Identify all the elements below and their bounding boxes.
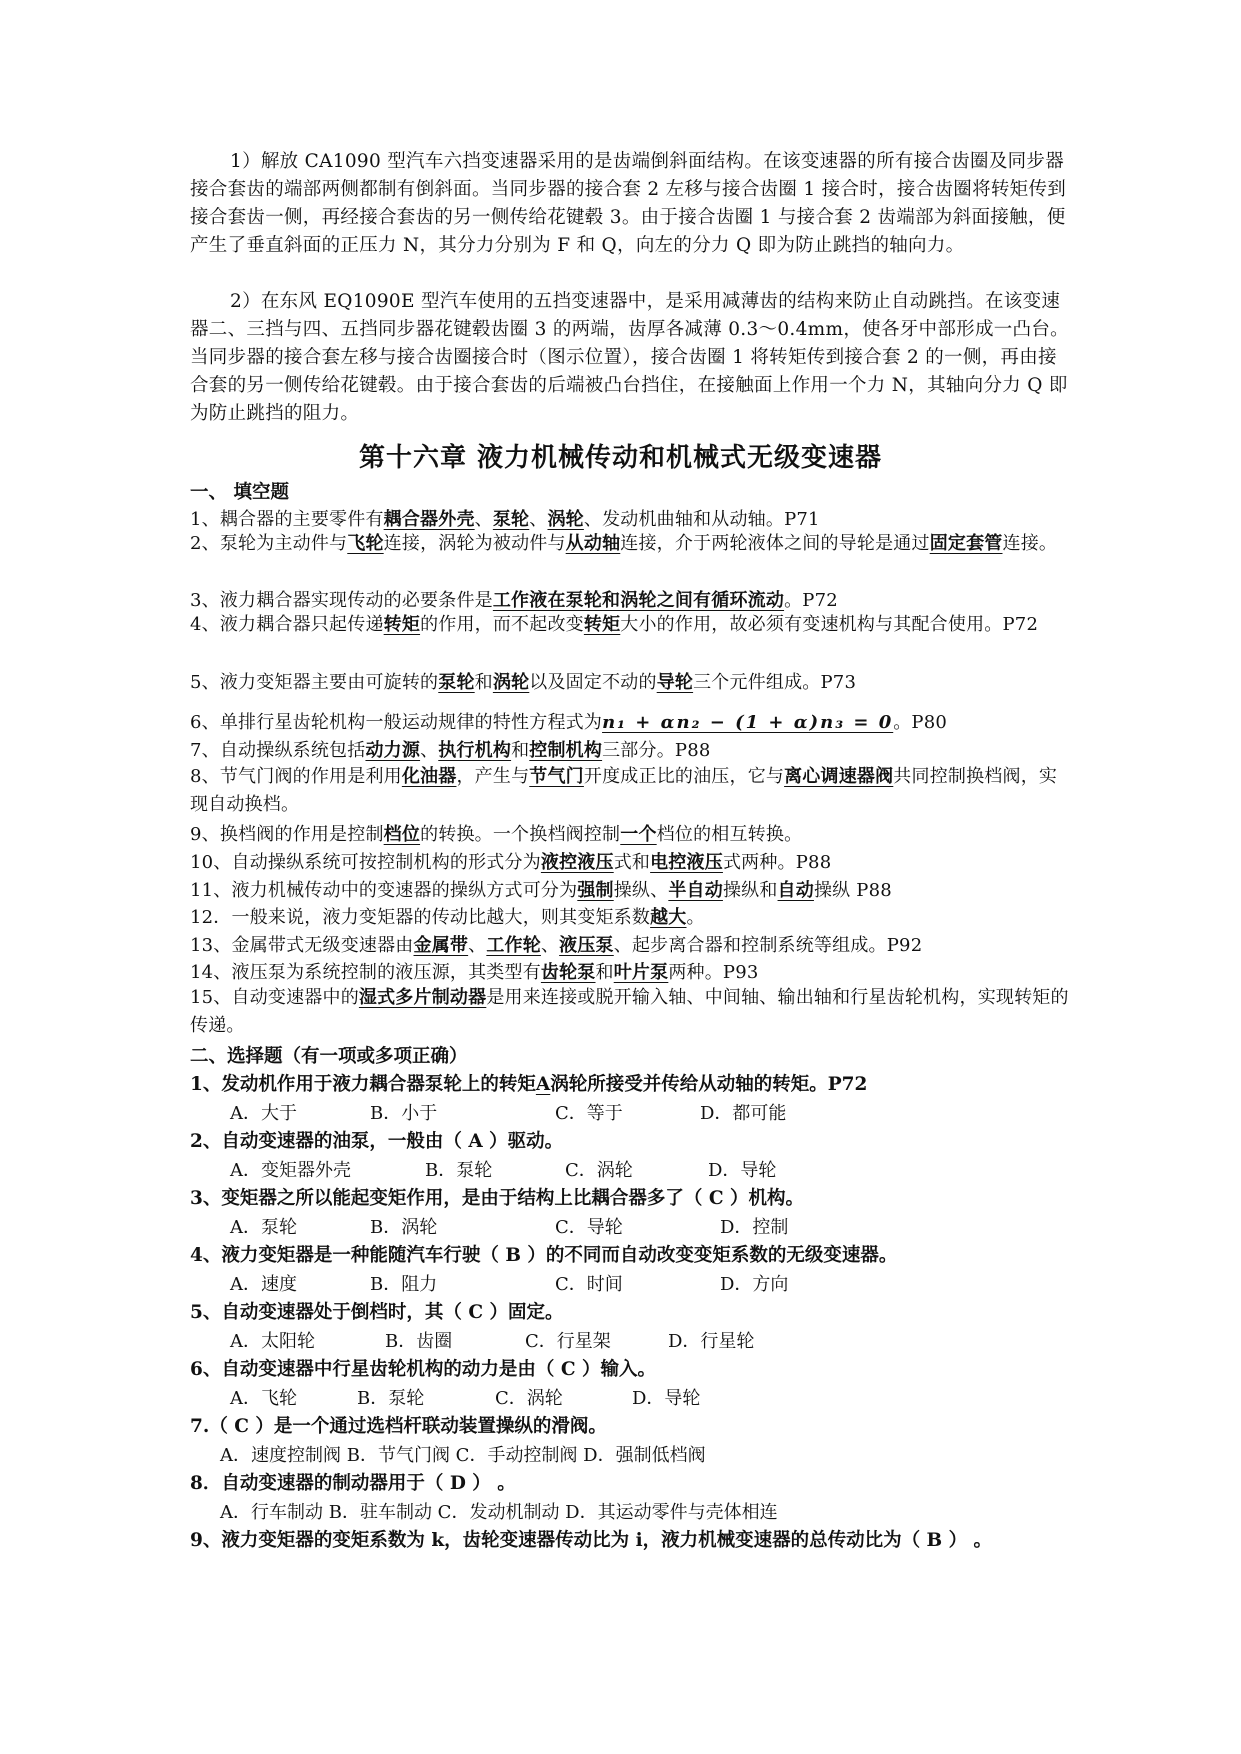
q3-option-a: A．泵轮 (230, 1217, 297, 1238)
q3-option-d: D．控制 (720, 1217, 789, 1238)
fill-item-5: 5、液力变矩器主要由可旋转的泵轮和涡轮以及固定不动的导轮三个元件组成。P73 (190, 672, 857, 693)
choice-question-3: 3、变矩器之所以能起变矩作用，是由于结构上比耦合器多了（ C ）机构。 (190, 1188, 804, 1209)
fill-item-15: 15、自动变速器中的湿式多片制动器是用来连接或脱开输入轴、中间轴、输出轴和行星齿轮机构，实现转矩的传递。 (190, 987, 1069, 1036)
fill-item-3: 3、液力耦合器实现传动的必要条件是工作液在泵轮和涡轮之间有循环流动。P72 (190, 590, 838, 611)
q6-option-d: D．导轮 (632, 1388, 701, 1409)
choice-question-6: 6、自动变速器中行星齿轮机构的动力是由（ C ）输入。 (190, 1359, 656, 1380)
fill-item-4: 4、液力耦合器只起传递转矩的作用，而不起改变转矩大小的作用，故必须有变速机构与其配合使用。P72 (190, 614, 1039, 635)
choice-question-4: 4、液力变矩器是一种能随汽车行驶（ B ）的不同而自动改变变矩系数的无级变速器。 (190, 1245, 898, 1266)
choice-question-8: 8．自动变速器的制动器用于（ D ） 。 (190, 1473, 516, 1494)
choice-question-7: 7.（ C ）是一个通过选档杆联动装置操纵的滑阀。 (190, 1416, 607, 1437)
chapter-title: 第十六章 液力机械传动和机械式无级变速器 (358, 443, 883, 473)
fill-item-11: 11、液力机械传动中的变速器的操纵方式可分为强制操纵、半自动操纵和自动操纵 P88 (190, 880, 892, 901)
q1-option-a: A．大于 (230, 1103, 297, 1124)
choice-question-2: 2、自动变速器的油泵，一般由（ A ）驱动。 (190, 1131, 564, 1152)
q4-option-b: B．阻力 (370, 1274, 438, 1295)
fill-item-14: 14、液压泵为系统控制的液压源，其类型有齿轮泵和叶片泵两种。P93 (190, 962, 759, 983)
intro-paragraph-1: 1）解放 CA1090 型汽车六挡变速器采用的是齿端倒斜面结构。在该变速器的所有接合齿圈及同步器接合套齿的端部两侧都制有倒斜面。当同步器的接合套 2 左移与接合齿圈 1 接合时，接合齿圈将转矩传到接合套齿一侧，再经接合套齿的另一侧传给花键毂 3。由于接合齿圈 1 与接合套 2 齿端部为斜面接触，便产生了垂直斜面的正压力 N，其分力分别为 F 和 Q，向左的分力 Q 即为防止跳挡的轴向力。 (190, 151, 1067, 256)
q1-option-b: B．小于 (370, 1103, 438, 1124)
q2-option-c: C．涡轮 (565, 1160, 633, 1181)
section-heading-choice: 二、选择题（有一项或多项正确） (190, 1046, 468, 1067)
q1-option-c: C．等于 (555, 1103, 623, 1124)
choice-question-9: 9、液力变矩器的变矩系数为 k，齿轮变速器传动比为 i，液力机械变速器的总传动比为（ B ） 。 (190, 1530, 993, 1551)
q2-option-b: B．泵轮 (425, 1160, 493, 1181)
q5-option-b: B．齿圈 (385, 1331, 453, 1352)
q6-option-c: C．涡轮 (495, 1388, 563, 1409)
fill-item-10: 10、自动操纵系统可按控制机构的形式分为液控液压式和电控液压式两种。P88 (190, 852, 832, 873)
fill-item-2: 2、泵轮为主动件与飞轮连接，涡轮为被动件与从动轴连接，介于两轮液体之间的导轮是通过固定套管连接。 (190, 533, 1058, 554)
q5-option-c: C．行星架 (525, 1331, 611, 1352)
choice-question-5: 5、自动变速器处于倒档时，其（ C ）固定。 (190, 1302, 564, 1323)
fill-item-13: 13、金属带式无级变速器由金属带、工作轮、液压泵、起步离合器和控制系统等组成。P92 (190, 935, 923, 956)
fill-item-1: 1、耦合器的主要零件有耦合器外壳、泵轮、涡轮、发动机曲轴和从动轴。P71 (190, 509, 820, 530)
section-heading-fill: 一、 填空题 (190, 482, 289, 503)
choice-question-1: 1、发动机作用于液力耦合器泵轮上的转矩A涡轮所接受并传给从动轴的转矩。P72 (190, 1074, 868, 1095)
q5-option-d: D．行星轮 (668, 1331, 755, 1352)
intro-paragraph-2: 2）在东风 EQ1090E 型汽车使用的五挡变速器中，是采用减薄齿的结构来防止自动跳挡。在该变速器二、三挡与四、五挡同步器花键毂齿圈 3 的两端，齿厚各减薄 0.3～0.4mm，使各牙中部形成一凸台。当同步器的接合套左移与接合齿圈接合时（图示位置），接合齿圈 1 将转矩传到接合套 2 的一侧，再由接合套的另一侧传给花键毂。由于接合套齿的后端被凸台挡住，在接触面上作用一个力 N，其轴向分力 Q 即为防止跳挡的阻力。 (190, 291, 1069, 424)
fill-item-9: 9、换档阀的作用是控制档位的转换。一个换档阀控制一个档位的相互转换。 (190, 824, 803, 845)
q4-option-c: C．时间 (555, 1274, 623, 1295)
fill-item-6: 6、单排行星齿轮机构一般运动规律的特性方程式为n₁ + αn₂ − (1 + α)n₃ = 0。P80 (190, 712, 948, 733)
q8-options: A．行车制动 B．驻车制动 C．发动机制动 D．其运动零件与壳体相连 (220, 1502, 778, 1523)
q4-option-d: D．方向 (720, 1274, 789, 1295)
q4-option-a: A．速度 (230, 1274, 297, 1295)
q2-option-d: D．导轮 (708, 1160, 777, 1181)
fill-item-7: 7、自动操纵系统包括动力源、执行机构和控制机构三部分。P88 (190, 740, 711, 761)
fill-item-12: 12．一般来说，液力变矩器的传动比越大，则其变矩系数越大。 (190, 907, 705, 928)
q7-options: A．速度控制阀 B．节气门阀 C．手动控制阀 D．强制低档阀 (220, 1445, 706, 1466)
q2-option-a: A．变矩器外壳 (230, 1160, 351, 1181)
q5-option-a: A．太阳轮 (230, 1331, 315, 1352)
fill-item-8: 8、节气门阀的作用是利用化油器，产生与节气门开度成正比的油压，它与离心调速器阀共同控制换档阀，实现自动换档。 (190, 766, 1058, 815)
q3-option-c: C．导轮 (555, 1217, 623, 1238)
q1-option-d: D．都可能 (700, 1103, 787, 1124)
q6-option-a: A．飞轮 (230, 1388, 297, 1409)
q3-option-b: B．涡轮 (370, 1217, 438, 1238)
planetary-equation: n₁ + αn₂ − (1 + α)n₃ = 0 (602, 712, 894, 733)
q6-option-b: B．泵轮 (357, 1388, 425, 1409)
